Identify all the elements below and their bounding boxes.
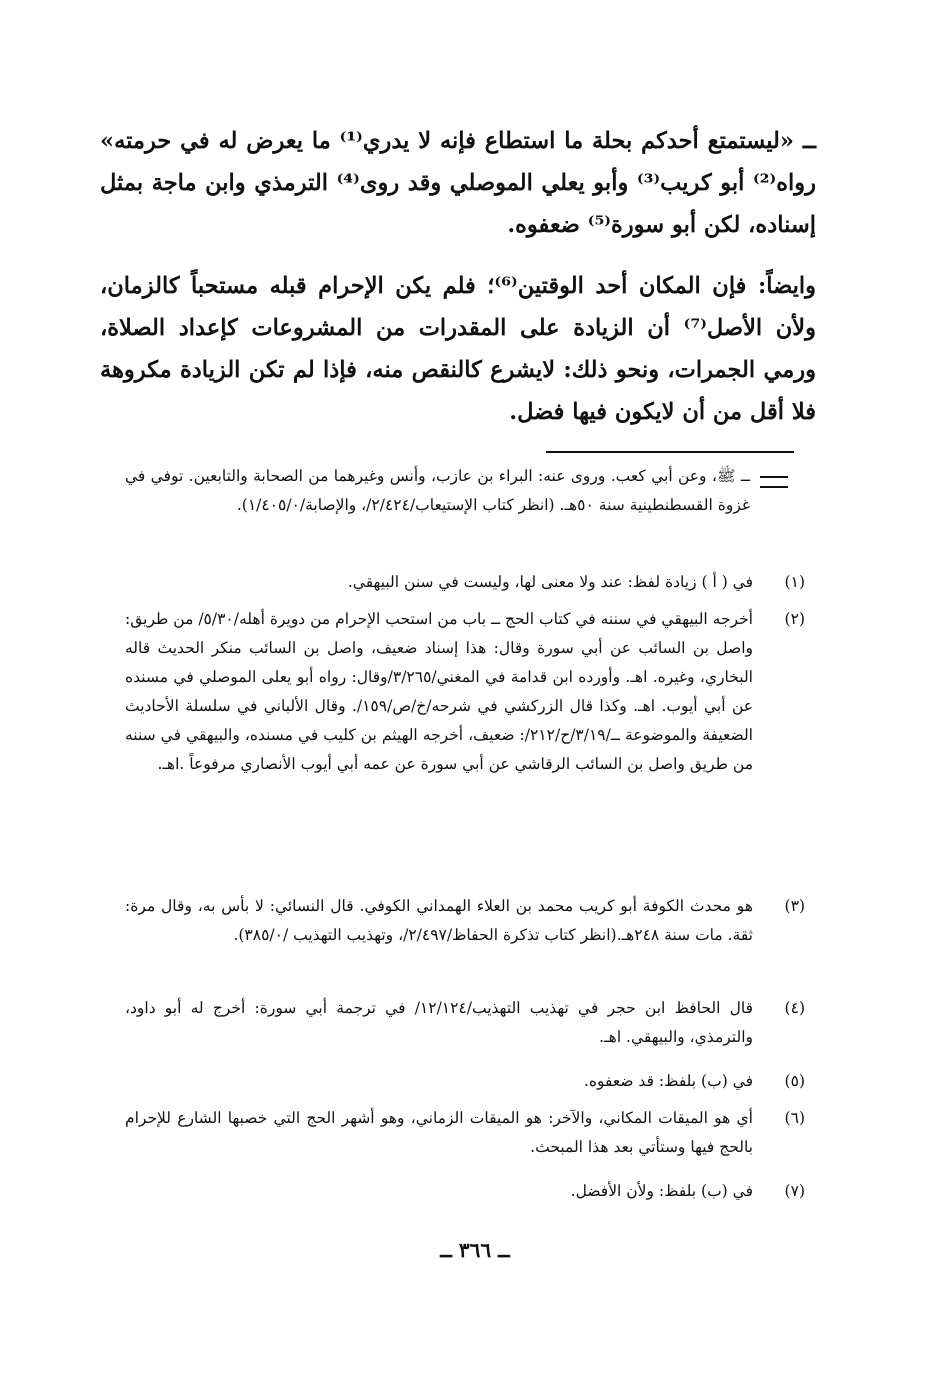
footnote-number: (٥) <box>784 1072 805 1090</box>
main-paragraph-1 <box>100 120 816 246</box>
footnote-5 <box>125 1067 805 1096</box>
footnote-text: قال الحافظ ابن حجر في تهذيب التهذيب/١٢/١٢٤/ في ترجمة أبي سورة: أخرج له أبو داود، والترمذي، والبيهقي. اهـ. <box>125 999 753 1046</box>
footnote-text: هو محدث الكوفة أبو كريب محمد بن العلاء الهمداني الكوفي. قال النسائي: لا بأس به، وقال مرة: ثقة. مات سنة ٢٤٨هـ.(انظر كتاب تذكرة الحفاظ/٢/٤٩٧/، وتهذيب التهذيب /٣٨٥/٠). <box>125 897 753 944</box>
page-number: ــ ٣٦٦ ــ <box>440 1238 510 1262</box>
footnote-number: (٧) <box>784 1182 805 1200</box>
footnote-number: (١) <box>784 573 805 591</box>
footnote-3 <box>125 892 805 950</box>
main-paragraph-2 <box>100 265 816 433</box>
footnote-number: (٦) <box>784 1109 805 1127</box>
footnote-1 <box>125 568 805 597</box>
footnote-2 <box>125 605 805 779</box>
footnote-continuation: ــ ﷺ، وعن أبي كعب. وروى عنه: البراء بن عازب، وأنس وغيرهما من الصحابة والتابعين. توفي في غزوة القسطنطينية سنة ٥٠هـ. (انظر كتاب الإستيعاب/٢/٤٢٤/، والإصابة/١/٤٠٥/٠). <box>125 467 750 514</box>
footnote-6 <box>125 1104 805 1162</box>
footnote-text: في ( أ ) زيادة لفظ: عند ولا معنى لها، وليست في سنن البيهقي. <box>347 573 753 591</box>
footnote-4 <box>125 994 805 1052</box>
footnote-divider <box>546 451 794 453</box>
footnote-text: أخرجه البيهقي في سننه في كتاب الحج ــ باب من استحب الإحرام من دويرة أهله/٥/٣٠/ من طريق: واصل بن السائب عن أبي سورة وقال: هذا إسناد ضعيف، واصل بن السائب منكر الحديث قاله البخاري، وغيره. اهـ. وأورده ابن قدامة في المغني/٣/٢٦٥/وقال: رواه أبو يعلى الموصلي في مسنده عن أبي أيوب. اهـ. وكذا قال الزركشي في شرحه/خ/ص/١٥٩/. وقال الألباني في سلسلة الأحاديث الضعيفة والموضوعة ــ/٣/١٩/ح/٢١٢/: ضعيف، أخرجه الهيثم بن كليب في مسنده، والبيهقي في سننه من طريق واصل بن السائب الرقاشي عن أبي سورة عن عمه أبي أيوب الأنصاري مرفوعاً .اهـ. <box>125 610 753 773</box>
main-paragraph-1-text: ــ «ليستمتع أحدكم بحلة ما استطاع فإنه لا يدري⁽¹⁾ ما يعرض له في حرمته» رواه⁽²⁾ أبو كريب⁽³⁾ وأبو يعلي الموصلي وقد روى⁽⁴⁾ الترمذي وابن ماجة بمثل إسناده، لكن أبو سورة⁽⁵⁾ ضعفوه. <box>100 128 816 238</box>
continuation-mark <box>760 476 788 488</box>
footnote-7 <box>125 1177 805 1206</box>
footnote-text: في (ب) بلفظ: ولأن الأفضل. <box>570 1182 753 1200</box>
footnote-number: (٤) <box>784 999 805 1017</box>
footnote-number: (٢) <box>784 610 805 628</box>
footnote-text: أي هو الميقات المكاني، والآخر: هو الميقات الزماني، وهو أشهر الحج التي خصبها الشارع للإحرام بالحج فيها وستأتي بعد هذا المبحث. <box>125 1109 753 1156</box>
footnote-text: في (ب) بلفظ: قد ضعفوه. <box>583 1072 753 1090</box>
main-paragraph-2-text: وايضاً: فإن المكان أحد الوقتين⁽⁶⁾؛ فلم يكن الإحرام قبله مستحباً كالزمان، ولأن الأصل⁽⁷⁾ أن الزيادة على المقدرات من المشروعات كإعداد الصلاة، ورمي الجمرات، ونحو ذلك: لايشرع كالنقص منه، فإذا لم تكن الزيادة مكروهة فلا أقل من أن لايكون فيها فضل. <box>100 273 817 425</box>
footnote-number: (٣) <box>784 897 805 915</box>
